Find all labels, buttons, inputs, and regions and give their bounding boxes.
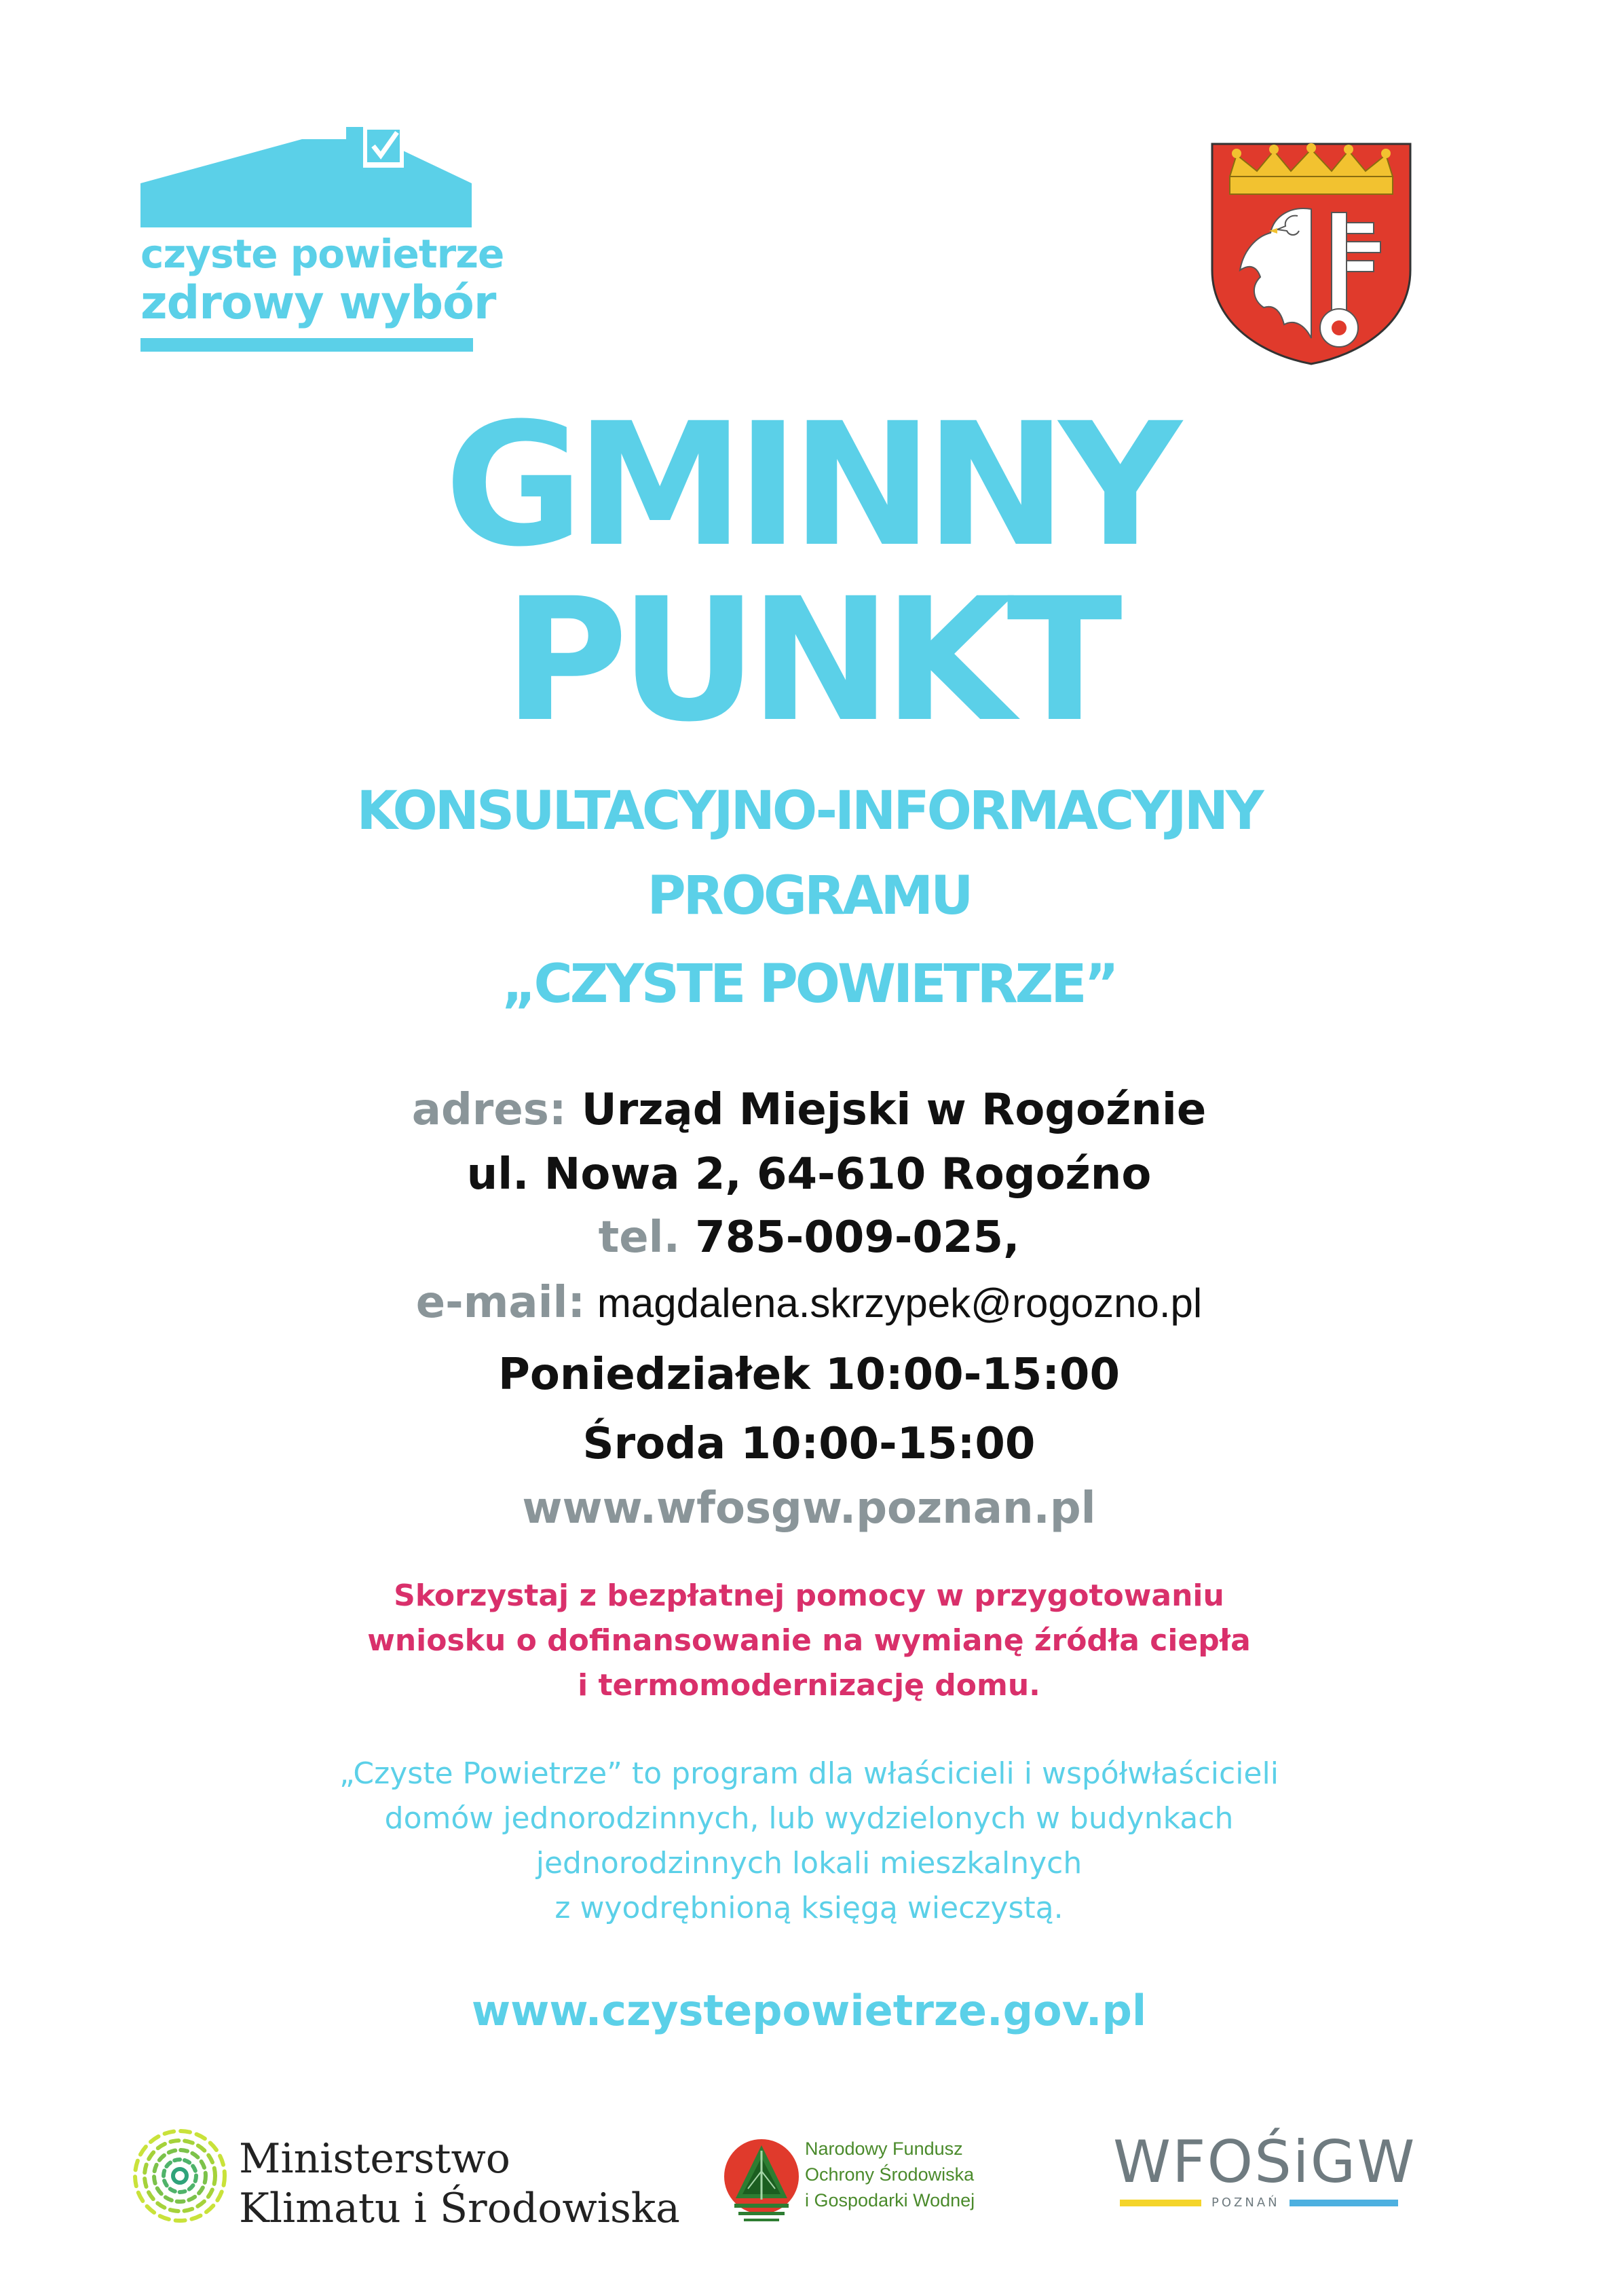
- subheadline-line-3: „CZYSTE POWIETRZE”: [502, 954, 1116, 1015]
- ministry-logo: [129, 2118, 231, 2234]
- czyste-powietrze-logo: [139, 126, 504, 356]
- email-label: e-mail:: [415, 1278, 586, 1328]
- phone-value: 785-009-025,: [695, 1212, 1020, 1263]
- house-checkmark-icon: [139, 126, 478, 234]
- ministry-name-line-2: Klimatu i Środowiska: [239, 2185, 680, 2232]
- coat-of-arms: [1209, 141, 1413, 365]
- description-line-1: „Czyste Powietrze” to program dla właścicieli i współwłaścicieli: [339, 1756, 1279, 1791]
- nfosigw-logo: [719, 2137, 804, 2225]
- email-link[interactable]: magdalena.skrzypek@rogozno.pl: [597, 1280, 1203, 1326]
- ministry-spiral-icon: [129, 2118, 231, 2234]
- description-line-2: domów jednorodzinnych, lub wydzielonych w budynkach: [384, 1801, 1234, 1836]
- description-line-4: z wyodrębnioną księgą wieczystą.: [554, 1891, 1064, 1925]
- help-text-line-1: Skorzystaj z bezpłatnej pomocy w przygotowaniu: [394, 1578, 1224, 1613]
- phone-label: tel.: [598, 1212, 680, 1263]
- logo-line-1: czyste powietrze: [140, 231, 504, 277]
- hours-monday: Poniedziałek 10:00-15:00: [498, 1350, 1120, 1400]
- nfosigw-name-line-3: i Gospodarki Wodnej: [805, 2190, 975, 2210]
- email-line: [0, 1275, 1618, 1331]
- wfosigw-yellow-bar: [1120, 2200, 1201, 2206]
- nfosigw-name-line-1: Narodowy Fundusz: [805, 2138, 963, 2159]
- hours-wednesday: Środa 10:00-15:00: [582, 1419, 1036, 1469]
- address-line-2: ul. Nowa 2, 64-610 Rogoźno: [466, 1149, 1152, 1200]
- wfosigw-logo: WFOŚiGW: [1113, 2128, 1416, 2196]
- address-value: Urząd Miejski w Rogoźnie: [581, 1085, 1207, 1135]
- address-line-1: [0, 1083, 1618, 1137]
- help-text-line-2: wniosku o dofinansowanie na wymianę źródła ciepła: [367, 1623, 1251, 1658]
- subheadline-line-1: KONSULTACYJNO-INFORMACYJNY: [356, 781, 1262, 842]
- address-label: adres:: [411, 1085, 567, 1135]
- headline-punkt: PUNKT: [504, 561, 1114, 759]
- help-text-line-3: i termomodernizację domu.: [578, 1668, 1040, 1703]
- phone-line: [0, 1210, 1618, 1265]
- headline-gminny: GMINNY: [444, 386, 1174, 584]
- coat-of-arms-icon: [1209, 141, 1413, 365]
- nfosigw-tree-icon: [719, 2137, 804, 2225]
- description-line-3: jednorodzinnych lokali mieszkalnych: [535, 1846, 1083, 1881]
- logo-line-2: zdrowy wybór: [140, 276, 496, 330]
- logo-underline: [140, 338, 473, 352]
- subheadline-line-2: PROGRAMU: [647, 866, 971, 927]
- wfosigw-city: POZNAŃ: [1211, 2196, 1280, 2210]
- ministry-name-line-1: Ministerstwo: [239, 2135, 510, 2183]
- wfosgw-url-link[interactable]: www.wfosgw.poznan.pl: [522, 1483, 1096, 1534]
- program-url-link[interactable]: www.czystepowietrze.gov.pl: [471, 1986, 1147, 2035]
- wfosigw-blue-bar: [1290, 2200, 1398, 2206]
- nfosigw-name-line-2: Ochrony Środowiska: [805, 2164, 975, 2185]
